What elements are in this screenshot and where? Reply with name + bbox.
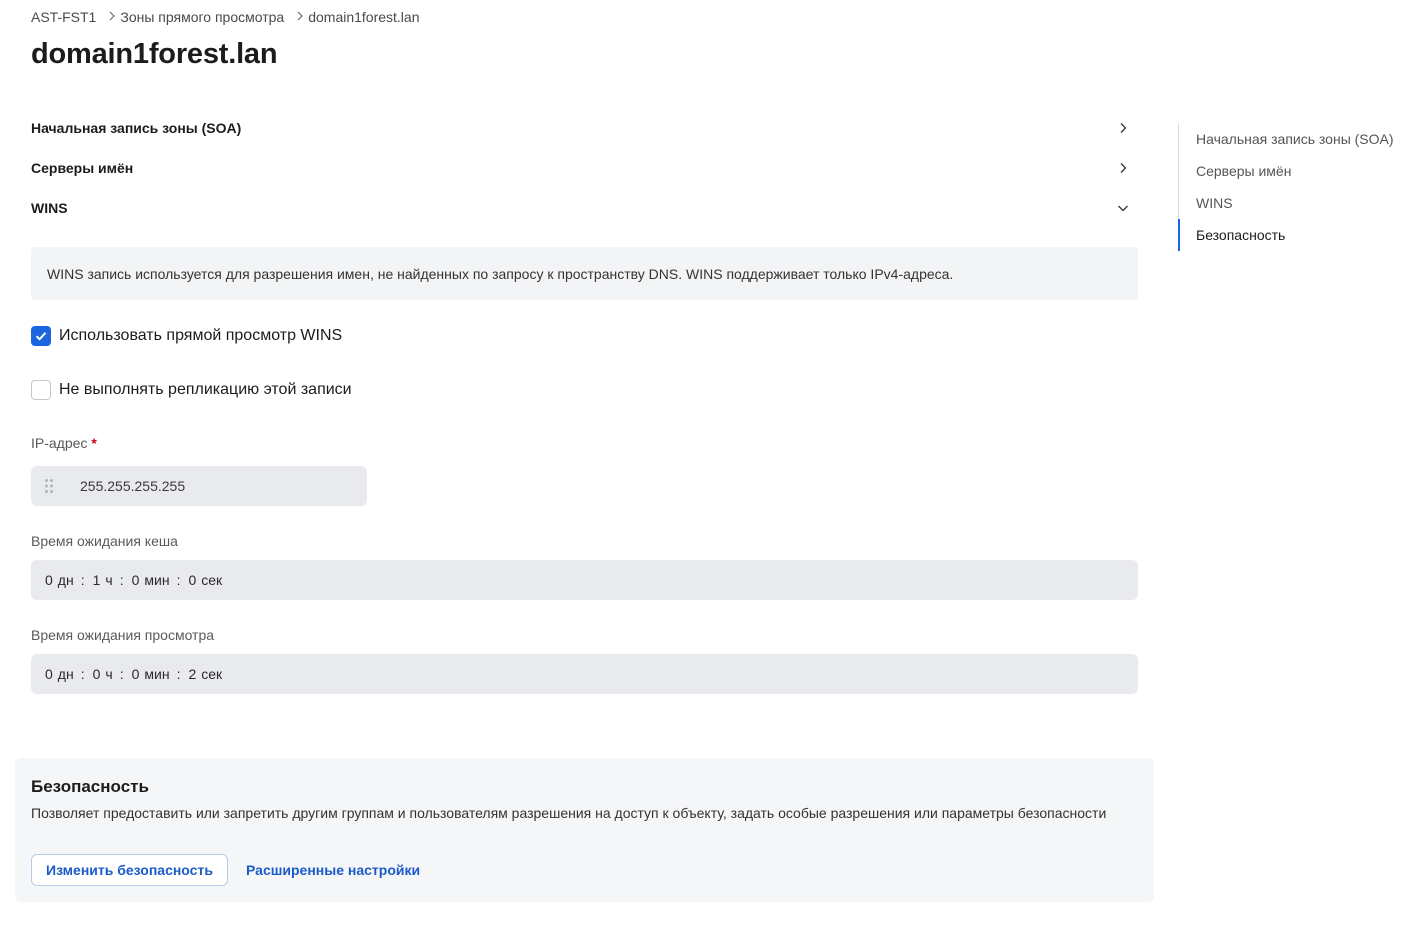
advanced-settings-link[interactable]: Расширенные настройки — [246, 862, 421, 878]
minutes-unit: мин — [144, 572, 170, 588]
drag-handle-icon[interactable] — [31, 478, 67, 494]
security-title: Безопасность — [31, 777, 149, 796]
chevron-right-icon — [1115, 120, 1131, 136]
ip-address-value: 255.255.255.255 — [80, 478, 186, 494]
cache-timeout-label: Время ожидания кеша — [31, 533, 178, 549]
wins-info-text: WINS запись используется для разрешения имен, не найденных по запросу к пространству DNS. WINS поддерживает только IPv4-адреса. — [47, 265, 954, 282]
toc-item-wins[interactable]: WINS — [1196, 195, 1233, 211]
toc-item-soa[interactable]: Начальная запись зоны (SOA) — [1196, 131, 1394, 147]
time-separator: : — [119, 666, 124, 682]
ip-address-input[interactable] — [31, 466, 367, 506]
section-soa-label: Начальная запись зоны (SOA) — [31, 120, 242, 136]
use-wins-forward-lookup-option[interactable] — [31, 326, 342, 346]
security-card — [15, 758, 1154, 902]
seconds-value[interactable]: 0 — [188, 572, 197, 588]
toc-item-nameservers[interactable]: Серверы имён — [1196, 163, 1292, 179]
change-security-button[interactable]: Изменить безопасность — [31, 854, 228, 886]
toc-item-security[interactable]: Безопасность — [1179, 219, 1419, 251]
security-description: Позволяет предоставить или запретить другим группам и пользователям разрешения на доступ к объекту, задать особые разрешения или параметры безопасности — [31, 805, 1107, 821]
no-replication-label: Не выполнять репликацию этой записи — [59, 381, 352, 398]
minutes-value[interactable]: 0 — [131, 666, 140, 682]
page-title: domain1forest.lan — [31, 38, 278, 70]
section-nameservers-label: Серверы имён — [31, 160, 134, 176]
time-separator: : — [176, 572, 181, 588]
checkmark-icon — [34, 329, 48, 343]
section-navigation — [1178, 123, 1419, 251]
use-wins-forward-lookup-checkbox[interactable] — [31, 326, 51, 346]
time-separator: : — [176, 666, 181, 682]
breadcrumb-item-server[interactable]: AST-FST1 — [31, 9, 97, 25]
no-replication-checkbox[interactable] — [31, 380, 51, 400]
ip-address-label-text: IP-адрес — [31, 435, 88, 451]
chevron-down-icon — [1115, 200, 1131, 216]
minutes-unit: мин — [144, 666, 170, 682]
days-unit: дн — [57, 666, 74, 682]
breadcrumb-item-current: domain1forest.lan — [308, 9, 420, 25]
lookup-timeout-label: Время ожидания просмотра — [31, 627, 215, 643]
days-unit: дн — [57, 572, 74, 588]
seconds-value[interactable]: 2 — [188, 666, 197, 682]
wins-info-box — [31, 247, 1138, 300]
use-wins-forward-lookup-label: Использовать прямой просмотр WINS — [59, 327, 343, 344]
time-separator: : — [80, 666, 85, 682]
time-separator: : — [119, 572, 124, 588]
breadcrumb — [31, 9, 420, 25]
section-nameservers-header[interactable] — [31, 156, 1131, 180]
section-wins-header[interactable] — [31, 196, 1131, 220]
hours-unit: ч — [105, 572, 113, 588]
no-replication-option[interactable] — [31, 380, 352, 400]
minutes-value[interactable]: 0 — [131, 572, 140, 588]
chevron-right-icon — [104, 10, 120, 24]
section-soa-header[interactable] — [31, 116, 1131, 140]
section-wins-label: WINS — [31, 200, 68, 216]
cache-timeout-input[interactable] — [31, 560, 1138, 600]
hours-unit: ч — [105, 666, 113, 682]
chevron-right-icon — [292, 10, 308, 24]
hours-value[interactable]: 0 — [92, 666, 101, 682]
required-mark: * — [91, 435, 97, 451]
days-value[interactable]: 0 — [45, 666, 53, 682]
days-value[interactable]: 0 — [45, 572, 53, 588]
breadcrumb-item-forward-zones[interactable]: Зоны прямого просмотра — [120, 9, 285, 25]
lookup-timeout-input[interactable] — [31, 654, 1138, 694]
seconds-unit: сек — [201, 572, 223, 588]
hours-value[interactable]: 1 — [92, 572, 101, 588]
ip-address-label — [31, 435, 97, 451]
seconds-unit: сек — [201, 666, 223, 682]
time-separator: : — [80, 572, 85, 588]
chevron-right-icon — [1115, 160, 1131, 176]
